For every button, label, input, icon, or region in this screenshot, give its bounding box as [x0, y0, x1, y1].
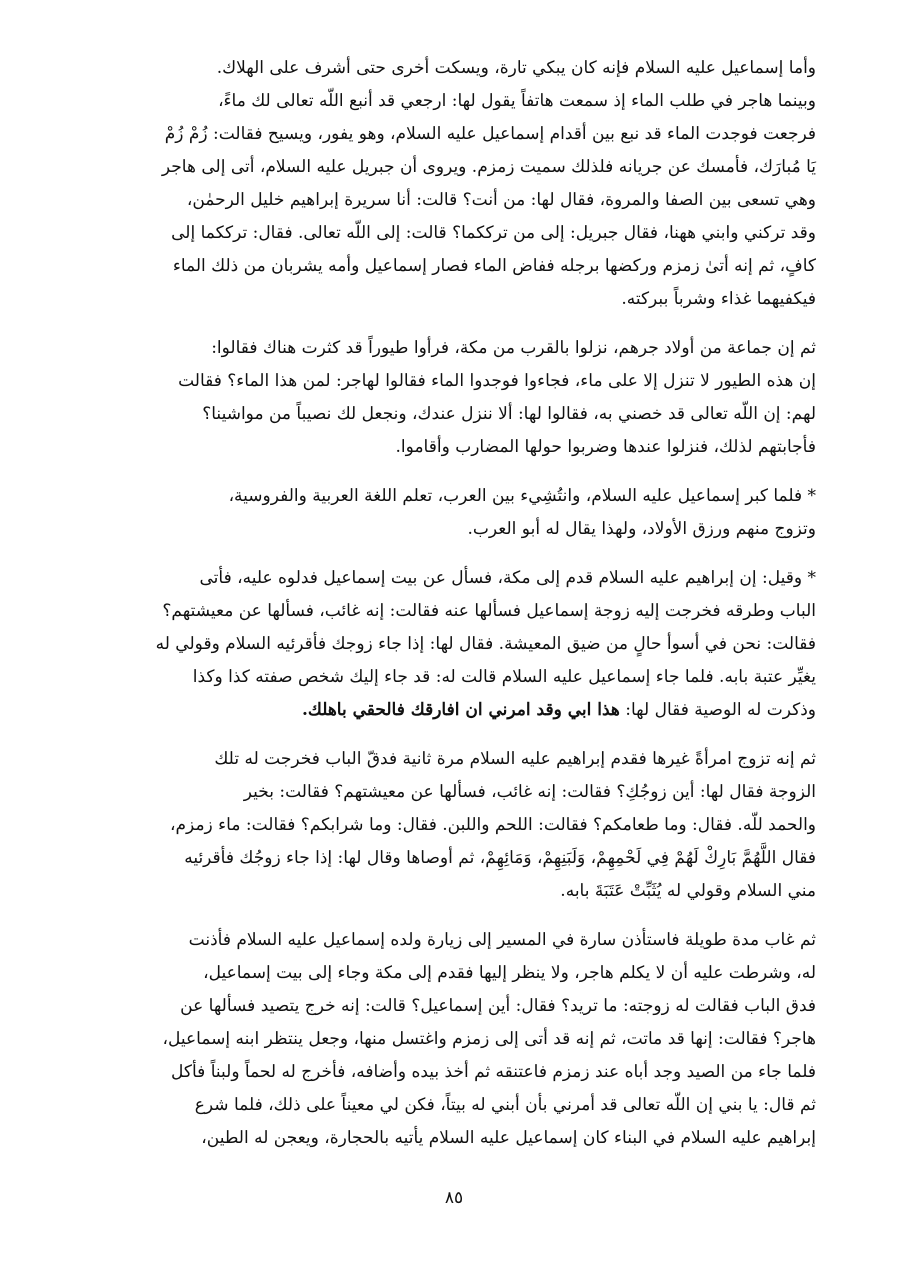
- text-line: فقالت: نحن في أسوأ حالٍ من ضيق المعيشة. فقال لها: إذا جاء زوجك فأقرئيه السلام وقولي له: [155, 634, 816, 654]
- text-line: وقد تركني وابني ههنا، فقال جبريل: إلى من ترككما؟ قالت: إلى اللّه تعالى. فقال: ترككما إلى: [171, 223, 816, 243]
- text-line: ثم قال: يا بني إن اللّه تعالى قد أمرني بأن أبني له بيتاً، فكن لي معيناً على ذلك، فلما شرع: [194, 1095, 816, 1115]
- text-line: يغيِّر عتبة بابه. فلما جاء إسماعيل عليه السلام قالت له: قد جاء إليك شخص صفته كذا وكذا: [192, 667, 816, 687]
- text-line: فدق الباب فقالت له زوجته: ما تريد؟ فقال: أين إسماعيل؟ قالت: إنه خرج يتصيد فسألها عن: [180, 996, 816, 1016]
- text-line: مني السلام وقولي له يُثَبِّتْ عَتَبَةَ بابه.: [560, 881, 816, 901]
- text-line-plain: وذكرت له الوصية فقال لها:: [619, 700, 816, 720]
- text-line: له، وشرطت عليه أن لا يكلم هاجر، ولا ينظر إليها فقدم إلى مكة وجاء إلى بيت إسماعيل،: [203, 963, 816, 983]
- bold-quote: هذا ابي وقد امرني ان افارقك فالحقي باهلك.: [301, 700, 620, 720]
- text-line: فقال اللَّهُمَّ بَارِكْ لَهُمْ فِي لَحْمِهِمْ، وَلَبَنِهِمْ، وَمَائِهِمْ، ثم أوصاها وقال لها: إذا جاء زوجُك فأقرئيه: [184, 848, 816, 868]
- text-line: إن هذه الطيور لا تنزل إلا على ماء، فجاءوا فوجدوا الماء فقالوا لهاجر: لمن هذا الماء؟ فقالت: [178, 371, 816, 391]
- text-line: يَا مُبارَك، فأمسك عن جريانه فلذلك سميت زمزم. ويروى أن جبريل عليه السلام، أتى إلى هاجر: [161, 157, 816, 177]
- text-line: وبينما هاجر في طلب الماء إذ سمعت هاتفاً يقول لها: ارجعي قد أنبع اللّه تعالى لك ماءً،: [218, 91, 816, 111]
- text-line: [78, 694, 838, 727]
- text-line: الزوجة فقال لها: أين زوجُكِ؟ فقالت: إنه غائب، فسألها عن معيشتهم؟ فقالت: بخير: [243, 782, 816, 802]
- paragraph-zamzam-spring: [78, 52, 838, 316]
- text-line: ثم غاب مدة طويلة فاستأذن سارة في المسير إلى زيارة ولده إسماعيل عليه السلام فأذنت: [188, 930, 816, 950]
- paragraph-ismail-grew: [78, 480, 838, 546]
- text-line: كافٍ، ثم إنه أتىٰ زمزم وركضها برجله ففاض الماء فصار إسماعيل وأمه يشربان من ذلك الماء: [172, 256, 816, 276]
- text-line: وهي تسعى بين الصفا والمروة، فقال لها: من أنت؟ قالت: أنا سريرة إبراهيم خليل الرحمٰن،: [186, 190, 816, 210]
- text-line: فرجعت فوجدت الماء قد نبع بين أقدام إسماعيل عليه السلام، وهو يفور، ويسيح فقالت: زُمْ زُمْ: [164, 124, 816, 144]
- text-line: فيكفيهما غذاء وشرباً ببركته.: [621, 289, 816, 309]
- paragraph-second-visit: [78, 743, 838, 908]
- text-line: وتزوج منهم ورزق الأولاد، ولهذا يقال له أبو العرب.: [467, 519, 816, 539]
- page-number: ٨٥: [444, 1188, 464, 1208]
- text-line: فلما جاء من الصيد وجد أباه عند زمزم فاعتنقه ثم أخذ بيده وأضافه، فأخرج له لحماً ولبناً فأكل: [171, 1062, 816, 1082]
- text-line: ثم إنه تزوج امرأةً غيرها فقدم إبراهيم عليه السلام مرة ثانية فدقّ الباب فخرجت له تلك: [214, 749, 816, 769]
- text-line: * فلما كبر إسماعيل عليه السلام، وانتُشِيء بين العرب، تعلم اللغة العربية والفروسية،: [228, 486, 816, 506]
- text-line: إبراهيم عليه السلام في البناء كان إسماعيل عليه السلام يأتيه بالحجارة، ويعجن له الطين،: [201, 1128, 816, 1148]
- text-line: فأجابتهم لذلك، فنزلوا عندها وضربوا حولها المضارب وأقاموا.: [395, 437, 816, 457]
- paragraph-jurhum: [78, 332, 838, 464]
- paragraph-third-visit: [78, 924, 838, 1155]
- text-line: ثم إن جماعة من أولاد جرهم، نزلوا بالقرب من مكة، فرأوا طيوراً قد كثرت هناك فقالوا:: [211, 338, 816, 358]
- text-line: الباب وطرقه فخرجت إليه زوجة إسماعيل فسألها عنه فقالت: إنه غائب، فسألها عن معيشتهم؟: [162, 601, 816, 621]
- text-line: هاجر؟ فقالت: إنها قد ماتت، ثم إنه قد أتى إلى زمزم واغتسل منها، وجعل ينتظر ابنه إسماعيل،: [162, 1029, 816, 1049]
- page-body: [78, 52, 838, 1171]
- paragraph-first-visit: [78, 562, 838, 727]
- text-line: لهم: إن اللّه تعالى قد خصني به، فقالوا لها: ألا ننزل عندك، ونجعل لك نصيباً من مواشينا؟: [202, 404, 816, 424]
- text-line: * وقيل: إن إبراهيم عليه السلام قدم إلى مكة، فسأل عن بيت إسماعيل فدلوه عليه، فأتى: [199, 568, 816, 588]
- text-line: وأما إسماعيل عليه السلام فإنه كان يبكي تارة، ويسكت أخرى حتى أشرف على الهلاك.: [216, 58, 816, 78]
- text-line: والحمد للّه. فقال: وما طعامكم؟ فقالت: اللحم واللبن. فقال: وما شرابكم؟ فقالت: ماء زمزم،: [170, 815, 816, 835]
